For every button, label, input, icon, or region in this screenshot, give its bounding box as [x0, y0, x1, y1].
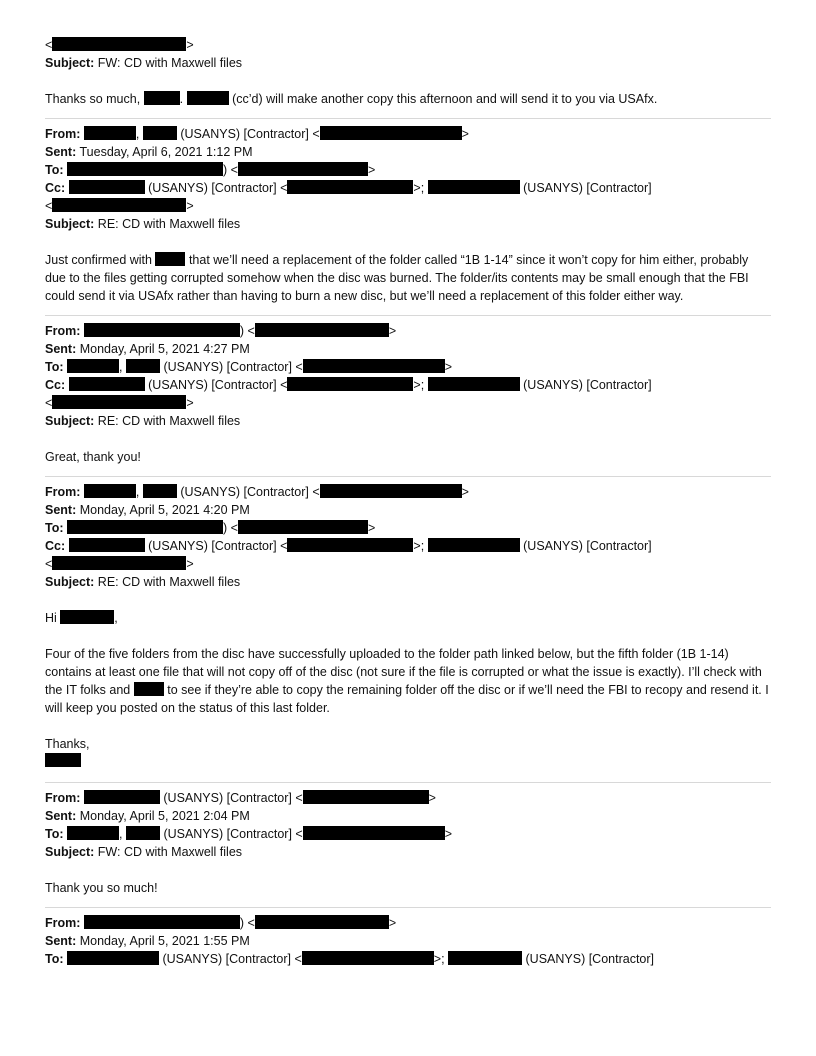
to-line: To: ) < >	[45, 521, 376, 535]
message-body: Thank you so much!	[45, 881, 158, 895]
redaction	[255, 323, 389, 337]
redaction	[287, 377, 413, 391]
redaction	[143, 484, 177, 498]
message-body: Four of the five folders from the disc have successfully uploaded to the folder path linked below, but the fifth folder (1B 1-14) contains at least one file that will not copy off of the disc (not sure if the file is corrupted or what the issue is exactly). I’ll check with the IT folks and to see if they’re able to copy the remaining folder off the disc or if we’ll need the FBI to recopy and resend it. I will keep you posted on the status of this last folder.	[45, 647, 769, 715]
redaction	[238, 162, 368, 176]
redaction	[287, 538, 413, 552]
from-line: From: , (USANYS) [Contractor] < >	[45, 127, 469, 141]
email-header	[45, 483, 771, 591]
cc-line: Cc: (USANYS) [Contractor] < >; (USANYS) [Contractor]	[45, 181, 652, 195]
subject-label: Subject:	[45, 56, 95, 70]
signature	[45, 753, 771, 772]
to-line: To: (USANYS) [Contractor] < >; (USANYS) [Contractor]	[45, 952, 655, 966]
redaction	[52, 556, 186, 570]
redaction	[428, 180, 520, 194]
sent-line: Sent: Monday, April 5, 2021 4:27 PM	[45, 342, 250, 356]
email-header	[45, 914, 771, 968]
redaction	[320, 126, 462, 140]
redaction	[155, 252, 185, 266]
redaction	[303, 826, 445, 840]
message-body: Just confirmed with that we’ll need a replacement of the folder called “1B 1-14” since it won’t copy for him either, probably due to the files getting corrupted somehow when the disc was burned. The folder/its contents may be small enough that the FBI could send it via USAfx rather than having to burn a new disc, but we’ll need a replacement of this folder either way.	[45, 253, 749, 303]
redaction	[84, 915, 240, 929]
address-continuation: < >	[45, 38, 194, 52]
redaction	[126, 359, 160, 373]
email-header	[45, 789, 771, 861]
cc-continuation: < >	[45, 396, 194, 410]
redaction	[45, 753, 81, 767]
redaction	[69, 538, 145, 552]
redaction	[84, 126, 136, 140]
sent-line: Sent: Monday, April 5, 2021 2:04 PM	[45, 809, 250, 823]
cc-continuation: < >	[45, 199, 194, 213]
cc-continuation: < >	[45, 557, 194, 571]
redaction	[84, 323, 240, 337]
subject-line	[45, 54, 771, 72]
from-line: From: (USANYS) [Contractor] < >	[45, 791, 436, 805]
message-body: Thanks so much, . (cc’d) will make another copy this afternoon and will send it to you via USAfx.	[45, 92, 658, 106]
redaction	[67, 951, 159, 965]
redaction	[143, 126, 177, 140]
subject-text: FW: CD with Maxwell files	[97, 56, 243, 70]
redaction	[69, 180, 145, 194]
redaction	[67, 359, 119, 373]
subject-line: Subject: FW: CD with Maxwell files	[45, 845, 243, 859]
redaction	[134, 682, 164, 696]
redaction	[126, 826, 160, 840]
redaction	[303, 359, 445, 373]
redaction	[52, 395, 186, 409]
message-body: Great, thank you!	[45, 450, 141, 464]
sent-line: Sent: Tuesday, April 6, 2021 1:12 PM	[45, 145, 253, 159]
greeting: Hi ,	[45, 611, 118, 625]
separator	[45, 315, 771, 316]
redaction	[448, 951, 522, 965]
redaction	[52, 198, 186, 212]
closing: Thanks,	[45, 737, 90, 751]
separator	[45, 476, 771, 477]
subject-line: Subject: RE: CD with Maxwell files	[45, 575, 241, 589]
redaction	[287, 180, 413, 194]
subject-line: Subject: RE: CD with Maxwell files	[45, 414, 241, 428]
cc-line: Cc: (USANYS) [Contractor] < >; (USANYS) [Contractor]	[45, 378, 652, 392]
from-line: From: ) < >	[45, 324, 397, 338]
redaction	[69, 377, 145, 391]
redaction	[67, 520, 223, 534]
redaction	[52, 37, 186, 51]
redaction	[303, 790, 429, 804]
redaction	[238, 520, 368, 534]
from-line: From: ) < >	[45, 916, 397, 930]
separator	[45, 907, 771, 908]
email-header	[45, 322, 771, 430]
to-line: To: , (USANYS) [Contractor] < >	[45, 827, 453, 841]
redaction	[428, 377, 520, 391]
redaction	[187, 91, 229, 105]
redaction	[60, 610, 114, 624]
redaction	[144, 91, 180, 105]
redaction	[255, 915, 389, 929]
to-line: To: ) < >	[45, 163, 376, 177]
redaction	[84, 484, 136, 498]
email-header	[45, 125, 771, 233]
redaction	[320, 484, 462, 498]
redaction	[428, 538, 520, 552]
subject-line: Subject: RE: CD with Maxwell files	[45, 217, 241, 231]
separator	[45, 782, 771, 783]
email-document	[45, 36, 771, 968]
sent-line: Sent: Monday, April 5, 2021 1:55 PM	[45, 934, 250, 948]
redaction	[67, 162, 223, 176]
sent-line: Sent: Monday, April 5, 2021 4:20 PM	[45, 503, 250, 517]
redaction	[302, 951, 434, 965]
to-line: To: , (USANYS) [Contractor] < >	[45, 360, 453, 374]
cc-line: Cc: (USANYS) [Contractor] < >; (USANYS) [Contractor]	[45, 539, 652, 553]
redaction	[67, 826, 119, 840]
separator	[45, 118, 771, 119]
redaction	[84, 790, 160, 804]
from-line: From: , (USANYS) [Contractor] < >	[45, 485, 469, 499]
